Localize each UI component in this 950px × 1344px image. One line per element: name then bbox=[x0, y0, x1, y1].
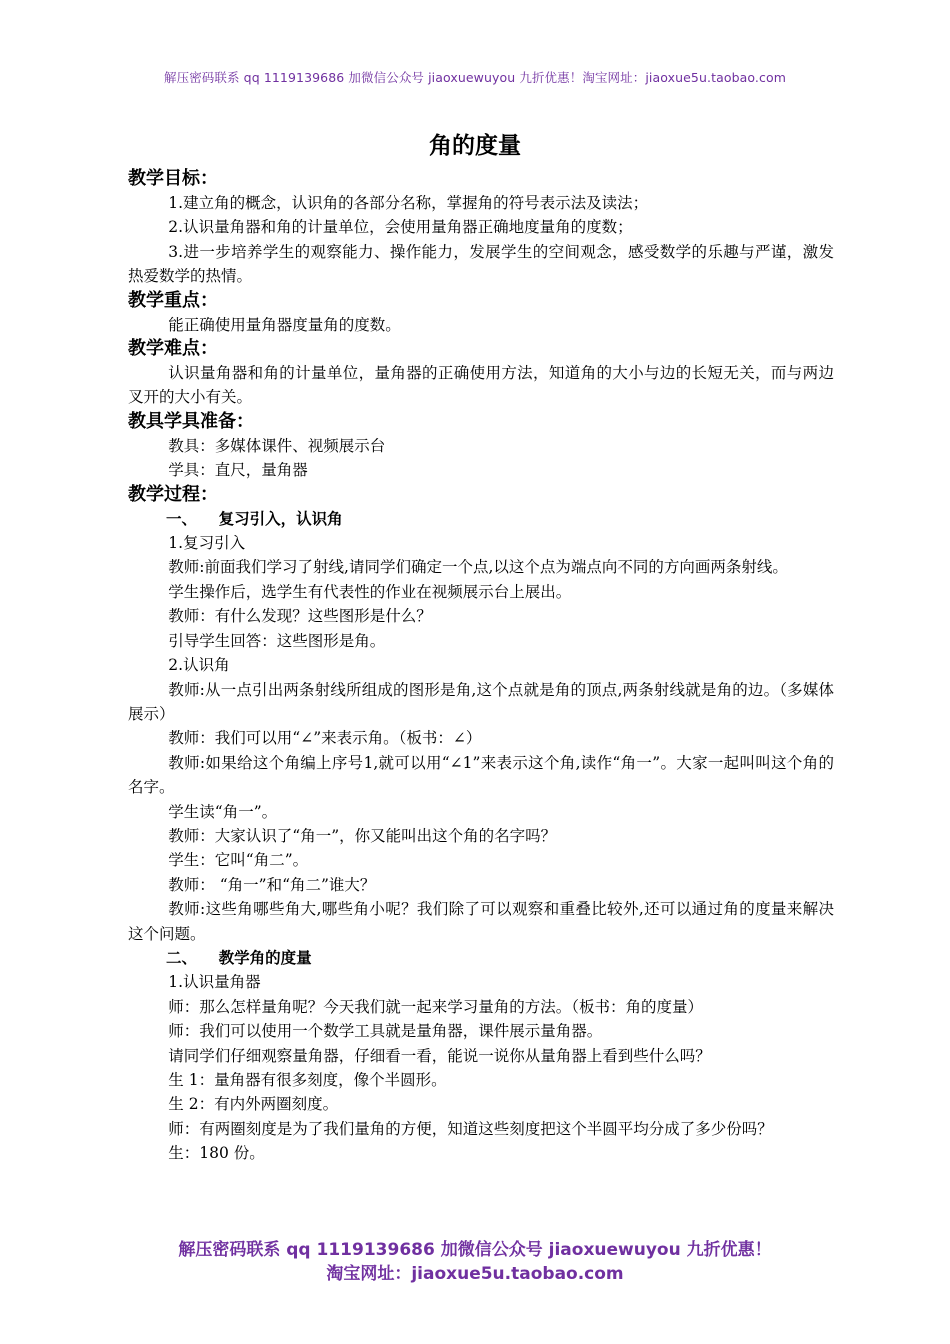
footer-banner bbox=[0, 1238, 950, 1286]
paragraph: 生 2：有内外两圈刻度。 bbox=[168, 1095, 339, 1114]
objective-item: 1.建立角的概念，认识角的各部分名称，掌握角的符号表示法及读法； bbox=[168, 194, 649, 212]
paragraph: 教师:从一点引出两条射线所组成的图形是角,这个点就是角的顶点,两条射线就是角的边。（多媒体展示） bbox=[128, 680, 834, 723]
header-banner: 解压密码联系 qq 1119139686 加微信公众号 jiaoxuewuyou 九折优惠！淘宝网址：jiaoxue5u.taobao.com bbox=[164, 70, 786, 85]
difficulty-heading: 教学难点： bbox=[128, 338, 218, 360]
objective-item: 3.进一步培养学生的观察能力、操作能力，发展学生的空间观念，感受数学的乐趣与严谨，激发热爱数学的热情。 bbox=[128, 242, 834, 286]
footer-banner-line1: 解压密码联系 qq 1119139686 加微信公众号 jiaoxuewuyou 九折优惠！ bbox=[178, 1240, 772, 1260]
paragraph: 教师： “角一”和“角二”谁大？ bbox=[168, 875, 376, 894]
part1-heading: 一、 复习引入，认识角 bbox=[166, 509, 343, 528]
objectives-heading: 教学目标： bbox=[128, 168, 218, 189]
paragraph: 学生：它叫“角二”。 bbox=[168, 851, 309, 870]
paragraph: 请同学们仔细观察量角器，仔细看一看，能说一说你从量角器上看到些什么吗？ bbox=[168, 1046, 711, 1065]
document-body bbox=[128, 167, 834, 1166]
paragraph: 学生操作后，选学生有代表性的作业在视频展示台上展出。 bbox=[168, 582, 572, 601]
materials-heading: 教具学具准备： bbox=[128, 410, 254, 432]
part2-heading: 二、 教学角的度量 bbox=[166, 948, 312, 967]
key-point-heading: 教学重点： bbox=[128, 289, 218, 311]
difficulty-text: 认识量角器和角的计量单位，量角器的正确使用方法，知道角的大小与边的长短无关，而与两边叉开的大小有关。 bbox=[128, 364, 834, 407]
paragraph: 教师:这些角哪些角大,哪些角小呢？我们除了可以观察和重叠比较外,还可以通过角的度量来解决这个问题。 bbox=[128, 900, 834, 943]
paragraph: 师：那么怎样量角呢？今天我们就一起来学习量角的方法。（板书：角的度量） bbox=[168, 997, 704, 1016]
process-heading: 教学过程： bbox=[128, 483, 218, 505]
materials-student: 学具：直尺，量角器 bbox=[168, 461, 308, 480]
footer-banner-line2: 淘宝网址：jiaoxue5u.taobao.com bbox=[326, 1264, 624, 1284]
paragraph: 教师：我们可以用“∠”来表示角。（板书：∠） bbox=[168, 729, 482, 748]
paragraph: 教师：有什么发现？这些图形是什么？ bbox=[168, 607, 432, 626]
paragraph: 2.认识角 bbox=[168, 656, 230, 675]
paragraph: 引导学生回答：这些图形是角。 bbox=[168, 631, 386, 650]
paragraph: 教师:前面我们学习了射线,请同学们确定一个点,以这个点为端点向不同的方向画两条射线。 bbox=[168, 558, 788, 577]
paragraph: 学生读“角一”。 bbox=[168, 802, 278, 821]
paragraph: 1.认识量角器 bbox=[168, 973, 261, 992]
paragraph: 教师：大家认识了“角一”，你又能叫出这个角的名字吗？ bbox=[168, 826, 557, 845]
paragraph: 教师:如果给这个角编上序号1,就可以用“∠1”来表示这个角,读作“角一”。大家一起叫叫这个角的名字。 bbox=[128, 753, 834, 797]
paragraph: 生：180 份。 bbox=[168, 1144, 265, 1163]
materials-teacher: 教具：多媒体课件、视频展示台 bbox=[168, 436, 386, 455]
paragraph: 生 1：量角器有很多刻度，像个半圆形。 bbox=[168, 1071, 447, 1089]
objective-item: 2.认识量角器和角的计量单位，会使用量角器正确地度量角的度数； bbox=[168, 218, 633, 237]
paragraph: 师：有两圈刻度是为了我们量角的方便，知道这些刻度把这个半圆平均分成了多少份吗？ bbox=[168, 1119, 773, 1138]
paragraph: 师：我们可以使用一个数学工具就是量角器，课件展示量角器。 bbox=[168, 1022, 603, 1041]
key-point-text: 能正确使用量角器度量角的度数。 bbox=[168, 315, 401, 334]
document-title: 角的度量 bbox=[429, 133, 521, 159]
paragraph: 1.复习引入 bbox=[168, 534, 246, 553]
